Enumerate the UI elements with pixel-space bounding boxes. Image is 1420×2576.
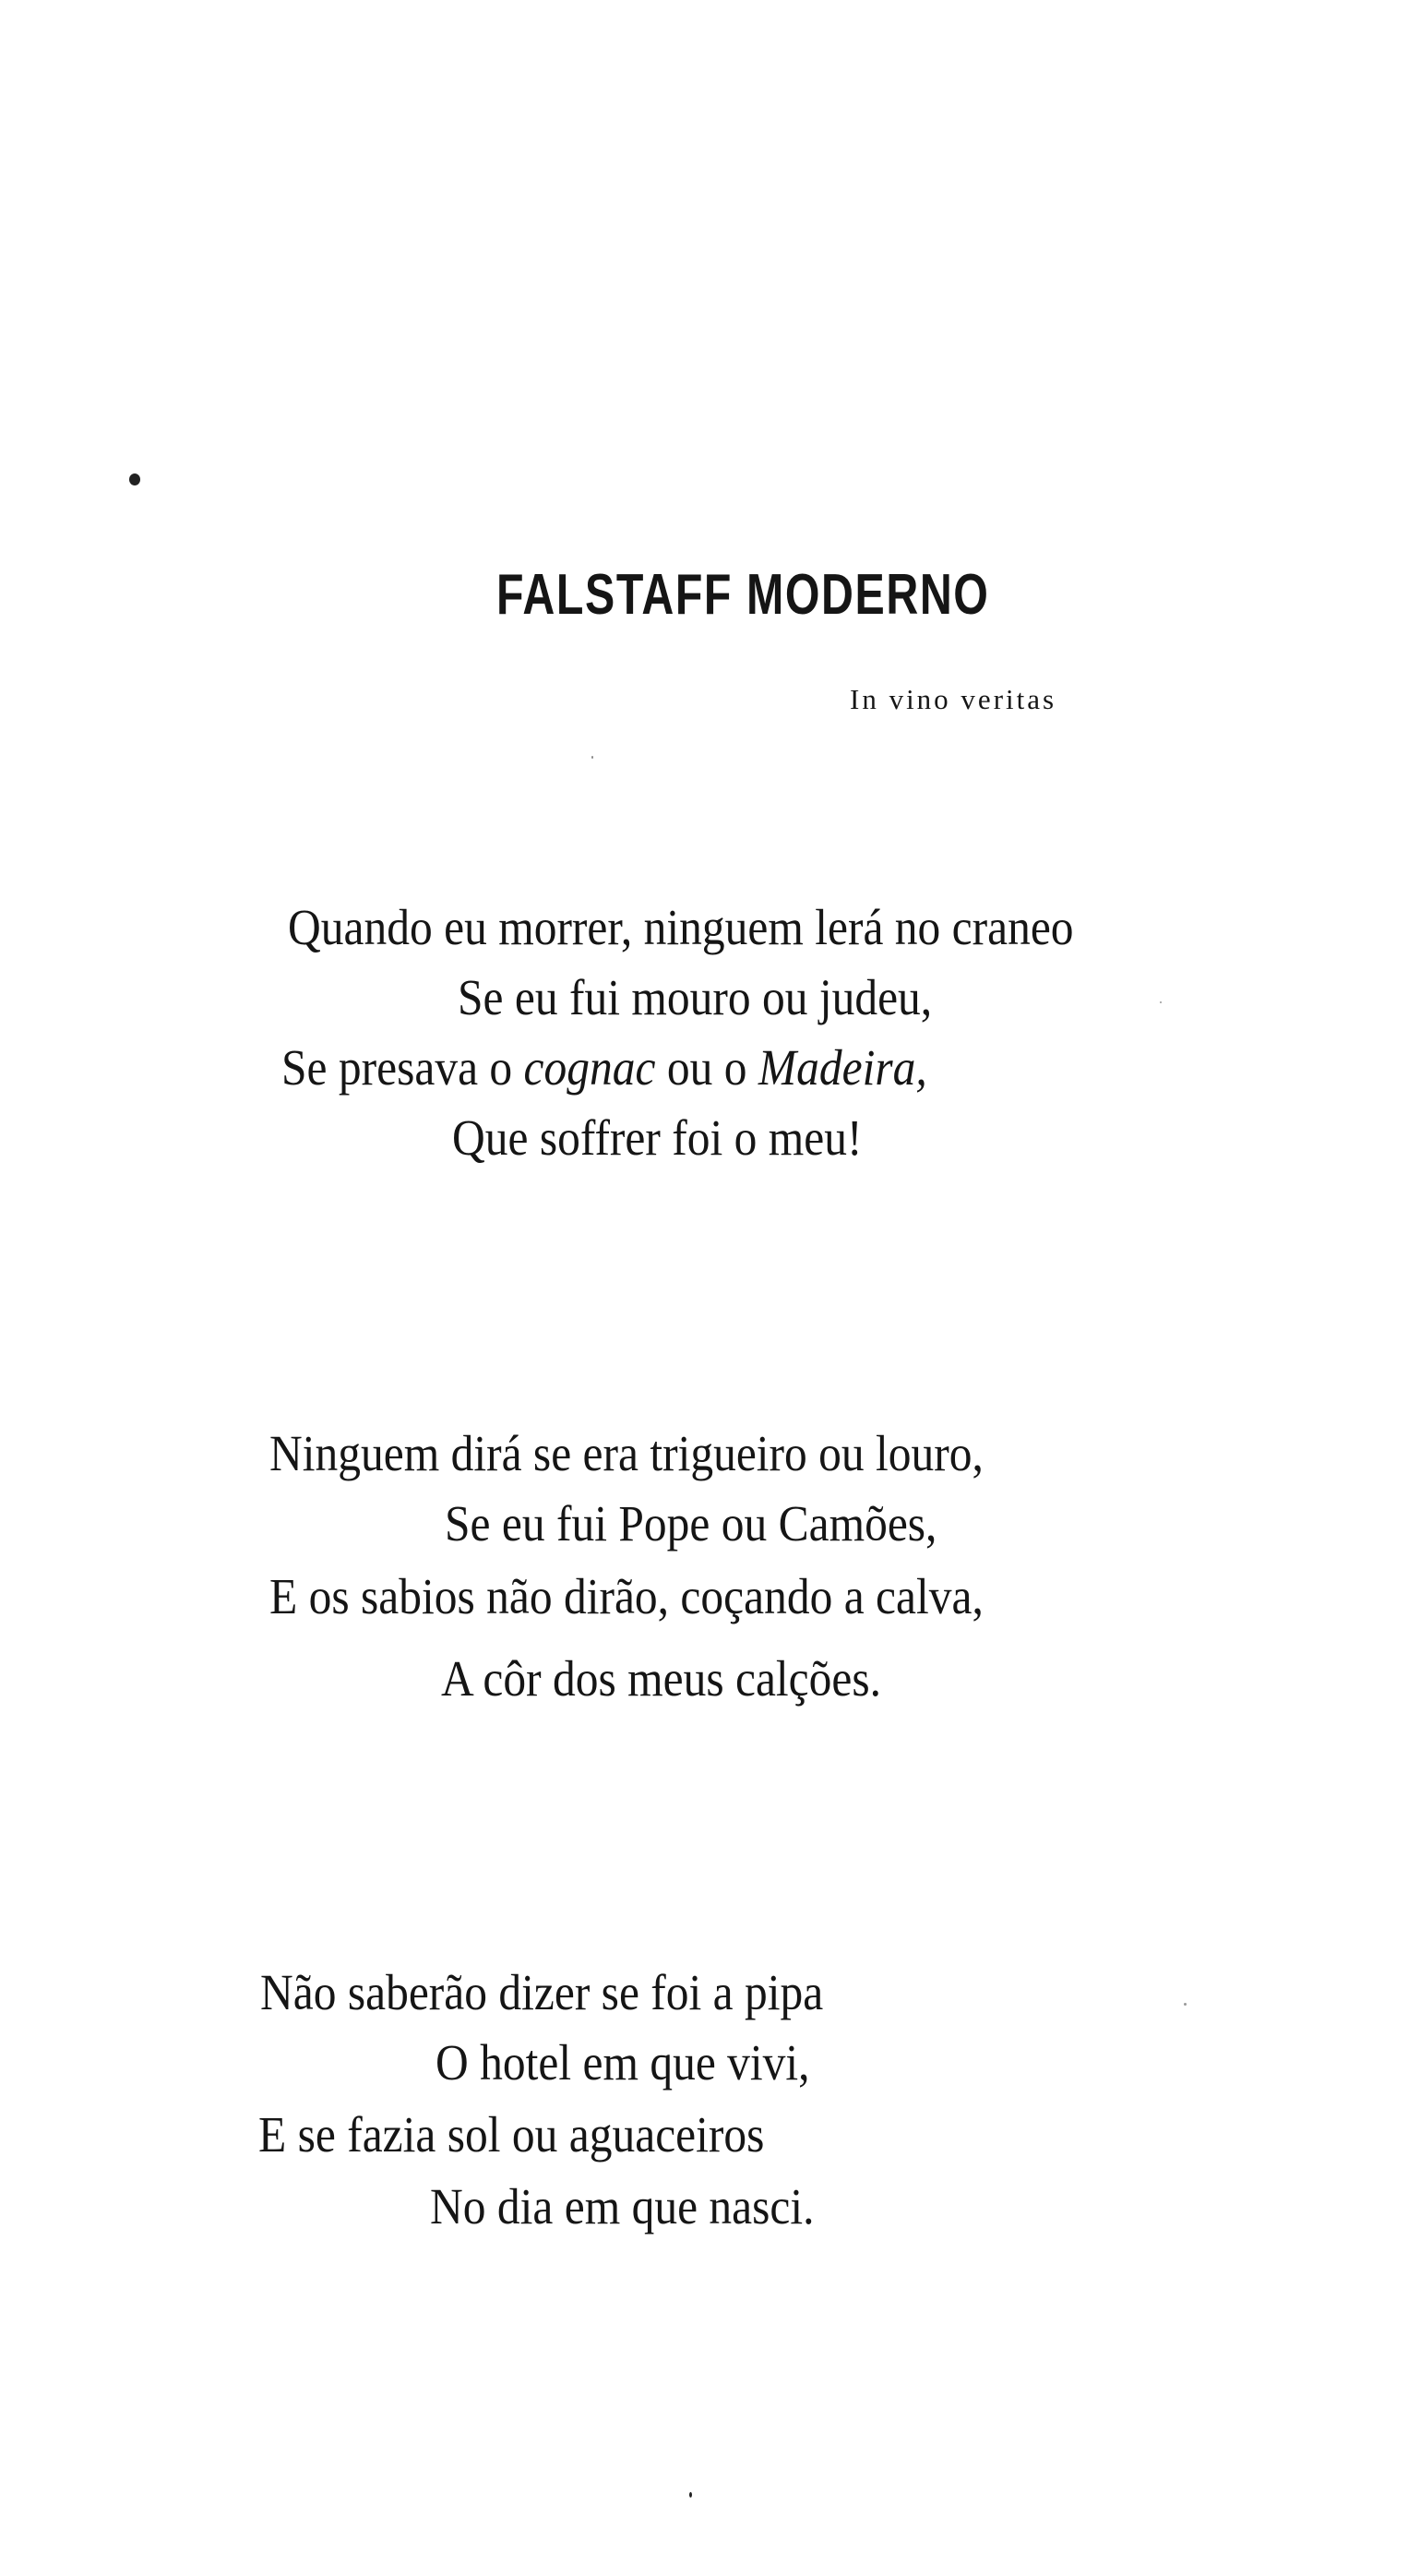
ink-speck — [129, 473, 140, 485]
verse-text: No dia em que nasci. — [430, 2178, 815, 2235]
verse-line — [288, 895, 1074, 960]
poem-title: FALSTAFF MODERNO — [496, 563, 990, 627]
ink-speck — [591, 756, 593, 759]
verse-line — [452, 1106, 862, 1170]
verse-line — [441, 1647, 881, 1711]
poem-epigraph: In vino veritas — [850, 683, 1057, 715]
ink-speck — [689, 2492, 692, 2498]
verse-text: Se eu fui mouro ou judeu, — [458, 969, 933, 1025]
verse-line — [258, 2103, 764, 2167]
verse-text: Ninguem dirá se era trigueiro ou louro, — [269, 1425, 984, 1481]
verse-line — [458, 965, 932, 1030]
verse-text: Se presava o — [281, 1039, 524, 1096]
verse-text: Que soffrer foi o meu! — [452, 1109, 863, 1166]
verse-text-italic: Madeira, — [758, 1039, 927, 1096]
verse-line — [281, 1036, 927, 1100]
verse-text: Não saberão dizer se foi a pipa — [260, 1964, 824, 2020]
verse-text: O hotel em que vivi, — [436, 2034, 810, 2091]
verse-text-italic: cognac — [523, 1039, 656, 1096]
verse-line — [260, 1960, 823, 2025]
verse-text: A côr dos meus calções. — [441, 1650, 881, 1707]
verse-text: Se eu fui Pope ou Camões, — [445, 1495, 937, 1552]
verse-text: E os sabios não dirão, coçando a calva, — [269, 1568, 984, 1624]
ink-speck — [1160, 1001, 1162, 1003]
verse-line — [269, 1421, 984, 1486]
verse-text: Quando eu morrer, ninguem lerá no craneo — [288, 899, 1074, 955]
verse-line — [430, 2175, 815, 2239]
verse-line — [269, 1564, 984, 1629]
verse-line — [445, 1492, 937, 1556]
verse-text: ou o — [655, 1039, 758, 1096]
verse-text: E se fazia sol ou aguaceiros — [258, 2106, 765, 2163]
verse-line — [436, 2031, 810, 2095]
ink-speck — [1184, 2003, 1187, 2006]
